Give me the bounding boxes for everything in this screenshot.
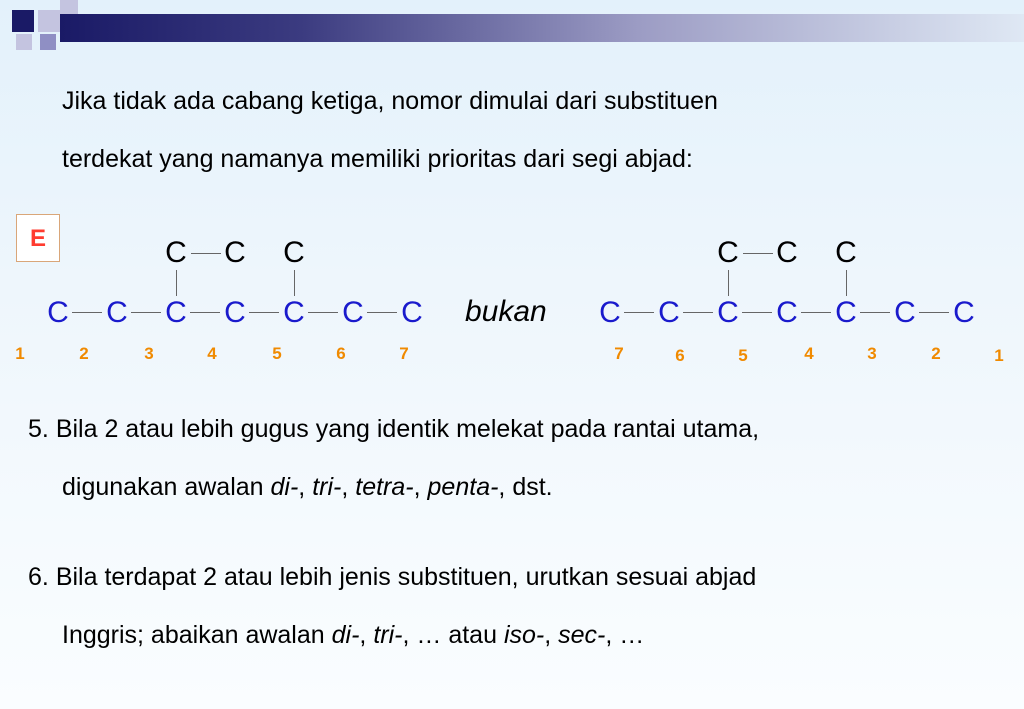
- right-chain-atom-6: C: [894, 296, 916, 329]
- rule-6-suffix: , …: [605, 621, 645, 649]
- intro-line-2: terdekat yang namanya memiliki prioritas dari segi abjad:: [62, 145, 693, 173]
- right-number-4: 4: [804, 344, 814, 363]
- right-number-6: 6: [675, 346, 685, 365]
- left-chain-bond-4: [249, 312, 279, 313]
- right-chain-bond-4: [801, 312, 831, 313]
- header-square-mid-1: [40, 34, 56, 50]
- right-vertical-bond-1: [728, 270, 729, 296]
- left-chain-atom-6: C: [342, 296, 364, 329]
- left-number-5: 5: [272, 344, 282, 363]
- rule-6-number: 6.: [28, 563, 49, 591]
- left-number-1: 1: [15, 344, 25, 363]
- prefix-tri: tri-: [312, 473, 342, 501]
- intro-paragraph: [62, 72, 718, 188]
- rule-5: [28, 400, 759, 516]
- right-chain-bond-6: [919, 312, 949, 313]
- left-chain-atom-5: C: [283, 296, 305, 329]
- left-chain-atom-7: C: [401, 296, 423, 329]
- right-chain-atom-5: C: [835, 296, 857, 329]
- separator: ,: [341, 473, 356, 501]
- separator: ,: [544, 621, 559, 649]
- rule-6-line-1: [28, 548, 756, 606]
- prefix-di: di-: [331, 621, 360, 649]
- rule-5-text-2: digunakan awalan: [62, 473, 271, 501]
- prefix-di: di-: [270, 473, 299, 501]
- left-number-6: 6: [336, 344, 346, 363]
- left-chain-bond-6: [367, 312, 397, 313]
- left-chain-bond-5: [308, 312, 338, 313]
- left-branch-atom-3: C: [283, 236, 305, 269]
- rule-5-number: 5.: [28, 415, 49, 443]
- rule-5-text-1: Bila 2 atau lebih gugus yang identik melekat pada rantai utama,: [55, 415, 760, 443]
- right-number-3: 3: [867, 344, 877, 363]
- left-number-3: 3: [144, 344, 154, 363]
- right-chain-bond-5: [860, 312, 890, 313]
- right-chain-atom-4: C: [776, 296, 798, 329]
- right-chain-bond-3: [742, 312, 772, 313]
- left-branch-atom-1: C: [165, 236, 187, 269]
- left-number-4: 4: [207, 344, 217, 363]
- header-square-light-2: [60, 0, 78, 14]
- left-number-2: 2: [79, 344, 89, 363]
- right-chain-atom-2: C: [658, 296, 680, 329]
- rule-5-suffix: , dst.: [498, 473, 553, 501]
- right-number-2: 2: [931, 344, 941, 363]
- prefix-iso: iso-: [503, 621, 545, 649]
- intro-line-1: Jika tidak ada cabang ketiga, nomor dimulai dari substituen: [62, 87, 718, 115]
- header-square-light-3: [16, 34, 32, 50]
- left-vertical-bond-1: [176, 270, 177, 296]
- left-branch-bond: [191, 253, 221, 254]
- rule-5-line-1: [28, 400, 759, 458]
- rule-6: [28, 548, 756, 664]
- left-chain-bond-3: [190, 312, 220, 313]
- example-label-e: E: [16, 214, 60, 262]
- right-chain-atom-7: C: [953, 296, 975, 329]
- separator: ,: [359, 621, 374, 649]
- prefix-penta: penta-: [427, 473, 499, 501]
- prefix-tri: tri-: [373, 621, 403, 649]
- rule-6-text-2: Inggris; abaikan awalan: [62, 621, 332, 649]
- left-chain-atom-1: C: [47, 296, 69, 329]
- right-chain-bond-2: [683, 312, 713, 313]
- rule-6-line-2: [28, 606, 756, 664]
- left-chain-atom-4: C: [224, 296, 246, 329]
- right-branch-bond: [743, 253, 773, 254]
- right-vertical-bond-2: [846, 270, 847, 296]
- separator: ,: [413, 473, 428, 501]
- left-branch-atom-2: C: [224, 236, 246, 269]
- rule-6-mid: , … atau: [402, 621, 504, 649]
- right-branch-atom-1: C: [717, 236, 739, 269]
- separator-bukan: bukan: [465, 295, 547, 328]
- left-chain-atom-2: C: [106, 296, 128, 329]
- separator: ,: [298, 473, 313, 501]
- right-number-5: 5: [738, 346, 748, 365]
- rule-5-line-2: [28, 458, 759, 516]
- left-number-7: 7: [399, 344, 409, 363]
- right-number-7: 7: [614, 344, 624, 363]
- prefix-tetra: tetra-: [355, 473, 414, 501]
- rule-6-text-1: Bila terdapat 2 atau lebih jenis substituen, urutkan sesuai abjad: [55, 563, 757, 591]
- left-chain-bond-2: [131, 312, 161, 313]
- right-number-1: 1: [994, 346, 1004, 365]
- right-chain-atom-1: C: [599, 296, 621, 329]
- right-chain-bond-1: [624, 312, 654, 313]
- header-square-navy-1: [12, 10, 34, 32]
- header-square-light-1: [38, 10, 60, 32]
- left-vertical-bond-2: [294, 270, 295, 296]
- left-chain-atom-3: C: [165, 296, 187, 329]
- left-chain-bond-1: [72, 312, 102, 313]
- right-branch-atom-2: C: [776, 236, 798, 269]
- prefix-sec: sec-: [558, 621, 606, 649]
- right-branch-atom-3: C: [835, 236, 857, 269]
- header-bar: [60, 14, 1024, 42]
- right-chain-atom-3: C: [717, 296, 739, 329]
